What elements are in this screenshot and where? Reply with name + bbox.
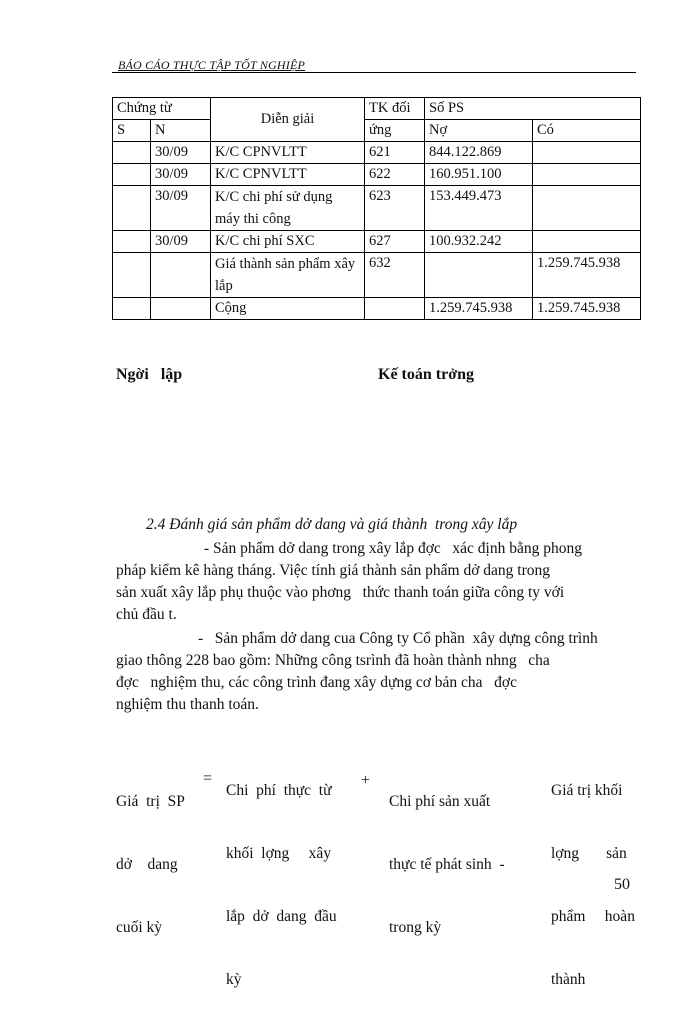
cell-s bbox=[113, 186, 151, 231]
header-no: Nợ bbox=[425, 120, 533, 142]
cell-s bbox=[113, 298, 151, 320]
cell-dien-giai: K/C CPNVLTT bbox=[211, 142, 365, 164]
cell-co: 1.259.745.938 bbox=[533, 298, 641, 320]
section-title: 2.4 Đánh giá sản phẩm dở dang và giá thành trong xây lắp bbox=[146, 516, 518, 533]
header-tk-doi-ung-2: ứng bbox=[365, 120, 425, 142]
header-co: Có bbox=[533, 120, 641, 142]
cell-no bbox=[425, 253, 533, 298]
cell-no: 160.951.100 bbox=[425, 164, 533, 186]
formula-plus-sign: + bbox=[361, 772, 371, 789]
formula-term1-line: cuối kỳ bbox=[116, 919, 163, 936]
table-total-row bbox=[113, 298, 641, 320]
page-number: 50 bbox=[614, 876, 630, 893]
table-header-row bbox=[113, 98, 641, 120]
cell-n bbox=[151, 253, 211, 298]
cell-s bbox=[113, 253, 151, 298]
ledger-table bbox=[112, 97, 641, 320]
formula-term3-line: thực tế phát sinh - bbox=[389, 856, 505, 873]
paragraph-2-line: đợc nghiệm thu, các công trình đang xây dựng cơ bản cha đợc bbox=[116, 674, 517, 691]
cell-tk: 632 bbox=[365, 253, 425, 298]
formula-term-completed-value bbox=[551, 738, 635, 1011]
formula-term2-line: khối lợng xây bbox=[226, 845, 332, 862]
paragraph-2-line: giao thông 228 bao gồm: Những công tsrình đã hoàn thành nhng cha bbox=[116, 652, 550, 669]
formula-term-wip-beginning bbox=[226, 738, 337, 1011]
cell-dien-giai: K/C chi phí SXC bbox=[211, 231, 365, 253]
cell-tk: 622 bbox=[365, 164, 425, 186]
cell-co: 1.259.745.938 bbox=[533, 253, 641, 298]
cell-n: 30/09 bbox=[151, 186, 211, 231]
header-s: S bbox=[113, 120, 151, 142]
formula-term3-line: trong kỳ bbox=[389, 919, 442, 936]
cell-no: 100.932.242 bbox=[425, 231, 533, 253]
cell-no: 844.122.869 bbox=[425, 142, 533, 164]
paragraph-2-line: - Sản phẩm dở dang cua Công ty Cổ phần xây dựng công trình bbox=[198, 630, 598, 647]
cell-co bbox=[533, 142, 641, 164]
formula-term4-line: lợng sản bbox=[551, 845, 627, 862]
header-n: N bbox=[151, 120, 211, 142]
cell-n bbox=[151, 298, 211, 320]
header-chung-tu: Chứng từ bbox=[113, 98, 211, 120]
formula-term2-line: lắp dở dang đầu bbox=[226, 908, 337, 925]
formula-term3-line: Chi phí sản xuất bbox=[389, 793, 491, 810]
table-row bbox=[113, 253, 641, 298]
header-dien-giai: Diễn giải bbox=[211, 98, 365, 142]
formula-equals-sign: = bbox=[203, 770, 213, 787]
cell-tk: 623 bbox=[365, 186, 425, 231]
cell-no: 153.449.473 bbox=[425, 186, 533, 231]
formula-term2-line: Chi phí thực từ bbox=[226, 782, 332, 799]
cell-s bbox=[113, 231, 151, 253]
cell-co bbox=[533, 164, 641, 186]
report-header-title: BÁO CÁO THỰC TẬP TỐT NGHIỆP bbox=[118, 58, 306, 72]
cell-dien-giai: Cộng bbox=[211, 298, 365, 320]
paragraph-1-line: pháp kiểm kê hàng tháng. Việc tính giá thành sản phẩm dở dang trong bbox=[116, 562, 550, 579]
paragraph-1-line: chủ đầu t. bbox=[116, 606, 177, 623]
table-row bbox=[113, 231, 641, 253]
formula-term1-line: Giá trị SP bbox=[116, 793, 185, 810]
cell-s bbox=[113, 164, 151, 186]
formula-term4-line: thành bbox=[551, 971, 586, 988]
cell-tk: 627 bbox=[365, 231, 425, 253]
header-divider bbox=[112, 72, 636, 73]
cell-s bbox=[113, 142, 151, 164]
cell-co bbox=[533, 186, 641, 231]
cell-tk bbox=[365, 298, 425, 320]
cell-dien-giai: K/C CPNVLTT bbox=[211, 164, 365, 186]
paragraph-1-line: sản xuất xây lắp phụ thuộc vào phơng thức thanh toán giữa công ty với bbox=[116, 584, 565, 601]
paragraph-1-line: - Sản phẩm dở dang trong xây lắp đợc xác định bằng phong bbox=[204, 540, 582, 557]
cell-dien-giai: Giá thành sản phẩm xây lắp bbox=[211, 253, 365, 298]
formula-term1-line: dở dang bbox=[116, 856, 178, 873]
formula-term2-line: kỳ bbox=[226, 971, 242, 988]
cell-n: 30/09 bbox=[151, 164, 211, 186]
signature-preparer: Ngời lập bbox=[116, 366, 183, 383]
cell-dien-giai: K/C chi phí sử dụng máy thi công bbox=[211, 186, 365, 231]
table-row bbox=[113, 164, 641, 186]
cell-n: 30/09 bbox=[151, 142, 211, 164]
cell-co bbox=[533, 231, 641, 253]
cell-no: 1.259.745.938 bbox=[425, 298, 533, 320]
header-tk-doi-ung: TK đối bbox=[365, 98, 425, 120]
header-so-ps: Số PS bbox=[425, 98, 641, 120]
cell-tk: 621 bbox=[365, 142, 425, 164]
table-row bbox=[113, 142, 641, 164]
formula-term-production-cost bbox=[389, 749, 505, 959]
cell-n: 30/09 bbox=[151, 231, 211, 253]
table-row bbox=[113, 186, 641, 231]
signature-chief-accountant: Kế toán trởng bbox=[378, 366, 474, 383]
formula-term4-line: Giá trị khối bbox=[551, 782, 623, 799]
formula-term-wip-ending bbox=[116, 749, 185, 959]
paragraph-2-line: nghiệm thu thanh toán. bbox=[116, 696, 259, 713]
formula-term4-line: phẩm hoàn bbox=[551, 908, 635, 925]
table-subheader-row bbox=[113, 120, 641, 142]
